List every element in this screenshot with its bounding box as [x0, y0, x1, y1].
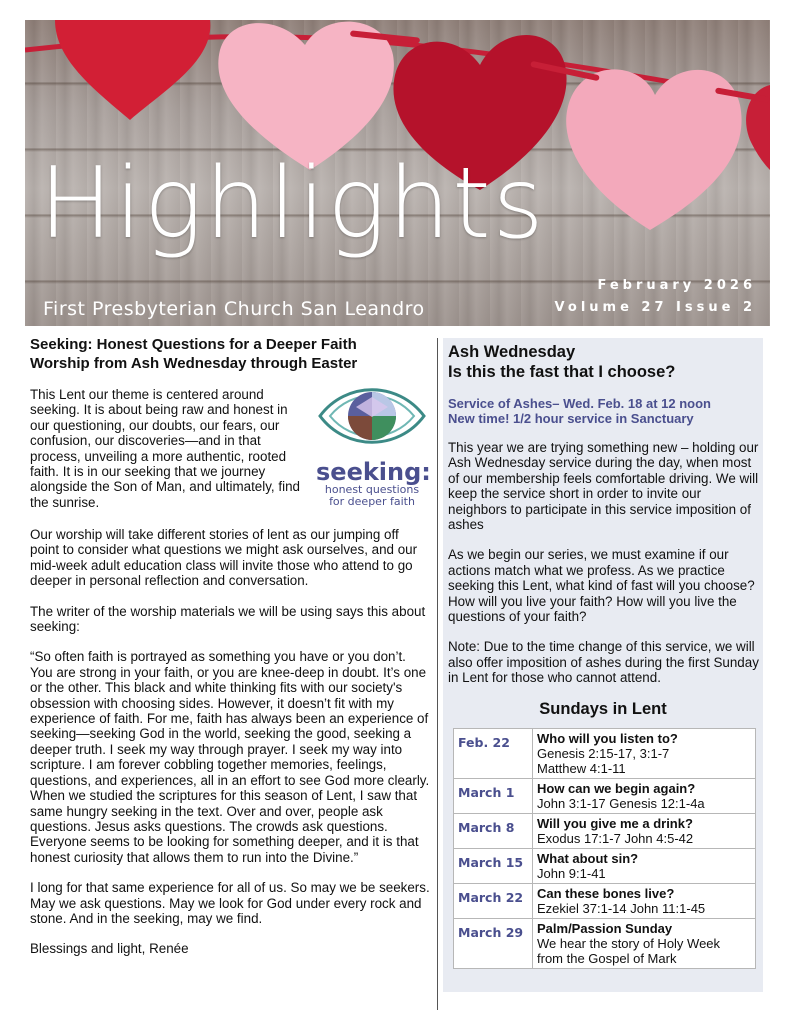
- sunday-row: [454, 884, 756, 919]
- sunday-details: [533, 884, 756, 919]
- sunday-scripture-2: from the Gospel of Mark: [537, 951, 677, 966]
- service-time: [443, 396, 763, 426]
- sunday-question: Will you give me a drink?: [537, 816, 693, 831]
- sunday-date: March 1: [454, 779, 533, 814]
- sunday-scripture: John 9:1-41: [537, 866, 606, 881]
- sunday-details: [533, 849, 756, 884]
- intro-block: [30, 387, 430, 517]
- sunday-details: [533, 814, 756, 849]
- sunday-row: [454, 919, 756, 969]
- sunday-date: March 22: [454, 884, 533, 919]
- sunday-date: March 8: [454, 814, 533, 849]
- heart-pink-3: [566, 69, 741, 230]
- sunday-scripture: Genesis 2:15-17, 3:1-7: [537, 746, 670, 761]
- sunday-date: Feb. 22: [454, 729, 533, 779]
- sunday-question: How can we begin again?: [537, 781, 696, 796]
- paragraph-worship: Our worship will take different stories of lent as our jumping off point to consider what questions we might ask ourselves, and our mid-week adult education class will invite those who attend to go deeper in personal reflection and conversation.: [30, 527, 418, 589]
- column-divider: [437, 338, 438, 1010]
- sunday-scripture: Ezekiel 37:1-14 John 11:1-45: [537, 901, 706, 916]
- ash-paragraph-3: Note: Due to the time change of this service, we will also offer imposition of ashes during the first Sunday in Lent for those who cannot attend.: [448, 639, 759, 686]
- newsletter-title: Highlights: [39, 147, 546, 261]
- sunday-details: [533, 919, 756, 969]
- ash-paragraph-2: As we begin our series, we must examine if our actions match what we profess. As we practice seeking this Lent, what kind of fast will you choose? How will you live your faith? How will you live the questions of your faith?: [448, 547, 755, 625]
- sundays-title: Sundays in Lent: [539, 700, 667, 718]
- signoff: Blessings and light, Renée: [30, 941, 189, 957]
- heart-red-left: [55, 20, 210, 120]
- service-line-2: New time! 1/2 hour service in Sanctuary: [448, 411, 694, 426]
- header-banner: [25, 20, 770, 326]
- logo-sub-2: for deeper faith: [329, 495, 415, 508]
- issue-volume: Volume 27 Issue 2: [554, 300, 756, 315]
- logo-word: seeking:: [316, 458, 431, 486]
- seeking-article: [30, 335, 430, 957]
- paragraph-quote: “So often faith is portrayed as something you have or you don’t. You are strong in your faith, or you are knee-deep in doubt. It’s one or the other. This black and white thinking fits with our society's obsession with choosing sides. However, it doesn’t fit with my experience of faith. For me, faith has always been an experience of seeking—seeking God in the world, seeking the good, seeking a deeper truth. I seek my way through prayer. I seek my way into scripture. I am forever cobbling together memories, feelings, questions, and experiences, all in an effort to see God more clearly. When we studied the scriptures for this season of Lent, I saw that same hungry seeking in the text. Over and over, people ask questions. Jesus asks questions. The crowds ask questions. Everyone seems to be looking for something deeper, and it is that honest curiosity that allows them to run into the Divine.”: [30, 649, 430, 865]
- article-heading-1: Seeking: Honest Questions for a Deeper Faith: [30, 336, 357, 353]
- article-heading-2: Worship from Ash Wednesday through Easter: [30, 355, 358, 372]
- sunday-question: What about sin?: [537, 851, 639, 866]
- sunday-scripture: We hear the story of Holy Week: [537, 936, 721, 951]
- ash-heading-1: Ash Wednesday: [448, 343, 576, 361]
- sunday-date: March 15: [454, 849, 533, 884]
- sunday-date: March 29: [454, 919, 533, 969]
- sunday-scripture: John 3:1-17 Genesis 12:1-4a: [537, 796, 705, 811]
- sunday-row: [454, 779, 756, 814]
- ash-heading-2: Is this the fast that I choose?: [448, 363, 676, 381]
- issue-date: February 2026: [597, 278, 756, 293]
- paragraph-closing: I long for that same experience for all of us. So may we be seekers. May we ask questions. May we look for God under every rock and stone. And in the seeking, may we find.: [30, 880, 430, 926]
- intro-paragraph: This Lent our theme is centered around seeking. It is about being raw and honest in our questioning, our doubts, our fears, our confusion, our discoveries—and in that process, unveiling a more authentic, rooted faith. It is in our seeking that we journey alongside the Son of Man, and ultimately, find the sunrise.: [30, 387, 300, 510]
- church-name: First Presbyterian Church San Leandro: [43, 298, 425, 320]
- service-line-1: Service of Ashes– Wed. Feb. 18 at 12 noon: [448, 396, 711, 411]
- sunday-question: Palm/Passion Sunday: [537, 921, 673, 936]
- paragraph-writer: The writer of the worship materials we will be using says this about seeking:: [30, 603, 426, 635]
- sunday-details: [533, 779, 756, 814]
- seeking-logo: [316, 377, 431, 508]
- sunday-scripture: Exodus 17:1-7 John 4:5-42: [537, 831, 694, 846]
- sunday-row: [454, 814, 756, 849]
- sunday-row: [454, 729, 756, 779]
- logo-sub-1: honest questions: [324, 483, 420, 496]
- sunday-question: Who will you listen to?: [537, 731, 678, 746]
- eye-icon: [316, 377, 428, 455]
- sunday-details: [533, 729, 756, 779]
- ash-paragraph-1: This year we are trying something new – holding our Ash Wednesday service during the day, when most of our membership feels comfortable driving. We will keep the service short in order to invite our neighbors to participate in this service imposition of ashes: [448, 440, 759, 533]
- sunday-scripture-2: Matthew 4:1-11: [537, 761, 626, 776]
- sundays-table: [453, 728, 756, 969]
- sunday-row: [454, 849, 756, 884]
- sunday-question: Can these bones live?: [537, 886, 675, 901]
- ash-wednesday-panel: [443, 338, 763, 992]
